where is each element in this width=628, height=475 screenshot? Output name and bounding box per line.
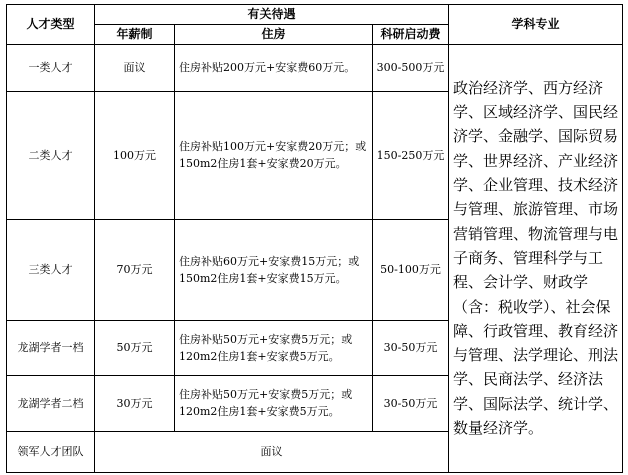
housing-cell: 住房补贴200万元+安家费60万元。 [175,44,373,91]
header-major: 学科专业 [449,5,623,45]
salary-cell: 面议 [95,44,175,91]
team-benefits-cell: 面议 [95,431,449,472]
table-row [7,44,623,91]
housing-cell: 住房补贴100万元+安家费20万元；或150m2住房1套+安家费20万元。 [175,91,373,219]
talent-type-cell: 领军人才团队 [7,431,95,472]
talent-type-cell: 龙湖学者二档 [7,375,95,431]
talent-type-cell: 三类人才 [7,219,95,320]
research-fund-cell: 30-50万元 [373,320,449,375]
research-fund-cell: 300-500万元 [373,44,449,91]
salary-cell: 50万元 [95,320,175,375]
talent-type-cell: 二类人才 [7,91,95,219]
housing-cell: 住房补贴50万元+安家费5万元；或120m2住房1套+安家费5万元。 [175,320,373,375]
salary-cell: 70万元 [95,219,175,320]
header-research-fund: 科研启动费 [373,25,449,45]
header-salary: 年薪制 [95,25,175,45]
talent-policy-table [6,4,623,473]
header-housing: 住房 [175,25,373,45]
housing-cell: 住房补贴60万元+安家费15万元；或150m2住房1套+安家费15万元。 [175,219,373,320]
research-fund-cell: 50-100万元 [373,219,449,320]
talent-type-cell: 龙湖学者一档 [7,320,95,375]
research-fund-cell: 150-250万元 [373,91,449,219]
header-benefits: 有关待遇 [95,5,449,25]
research-fund-cell: 30-50万元 [373,375,449,431]
housing-cell: 住房补贴50万元+安家费5万元；或120m2住房1套+安家费5万元。 [175,375,373,431]
major-list-cell: 政治经济学、西方经济学、区域经济学、国民经济学、金融学、国际贸易学、世界经济、产业经济学、企业管理、技术经济与管理、旅游管理、市场营销管理、物流管理与电子商务、管理科学与工程、会计学、财政学（含：税收学）、社会保障、行政管理、教育经济与管理、法学理论、刑法学、民商法学、经济法学、国际法学、统计学、数量经济学。 [449,44,623,472]
header-talent-type: 人才类型 [7,5,95,45]
salary-cell: 100万元 [95,91,175,219]
talent-type-cell: 一类人才 [7,44,95,91]
salary-cell: 30万元 [95,375,175,431]
